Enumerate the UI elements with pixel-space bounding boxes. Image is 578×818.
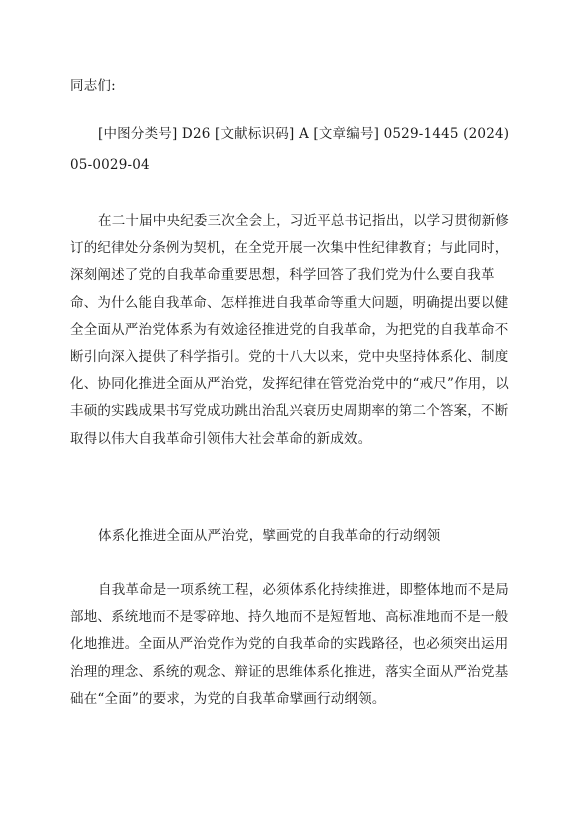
classification-metadata: [中图分类号] D26 [文献标识码] A [文章编号] 0529-1445 (2024) [98,126,510,142]
salutation: 同志们: [70,78,116,94]
body-paragraph-2: 自我革命是一项系统工程，必须体系化持续推进，即整体地而不是局部地、系统地而不是零碎地、持久地而不是短暂地、高标准地而不是一般化地推进。全面从严治党作为党的自我革命的实践路径，也必须突出运用治理的理念、系统的观念、辩证的思维体系化推进，落实全面从严治党基础在“全面”的要求，为党的自我革命擘画行动纲领。 [70,582,509,707]
section-heading: 体系化推进全面从严治党，擘画党的自我革命的行动纲领 [98,528,441,544]
body-paragraph-1: 在二十届中央纪委三次全会上，习近平总书记指出，以学习贯彻新修订的纪律处分条例为契机，在全党开展一次集中性纪律教育；与此同时，深刻阐述了党的自我革命重要思想，科学回答了我们党为什么要自我革命、为什么能自我革命、怎样推进自我革命等重大问题，明确提出要以健全全面从严治党体系为有效途径推进党的自我革命，为把党的自我革命不断引向深入提供了科学指引。党的十八大以来，党中央坚持体系化、制度化、协同化推进全面从严治党，发挥纪律在管党治党中的“戒尺”作用，以丰硕的实践成果书写党成功跳出治乱兴衰历史周期率的第二个答案，不断取得以伟大自我革命引领伟大社会革命的新成效。 [70,213,509,447]
classification-metadata-continued: 05-0029-04 [70,157,150,173]
